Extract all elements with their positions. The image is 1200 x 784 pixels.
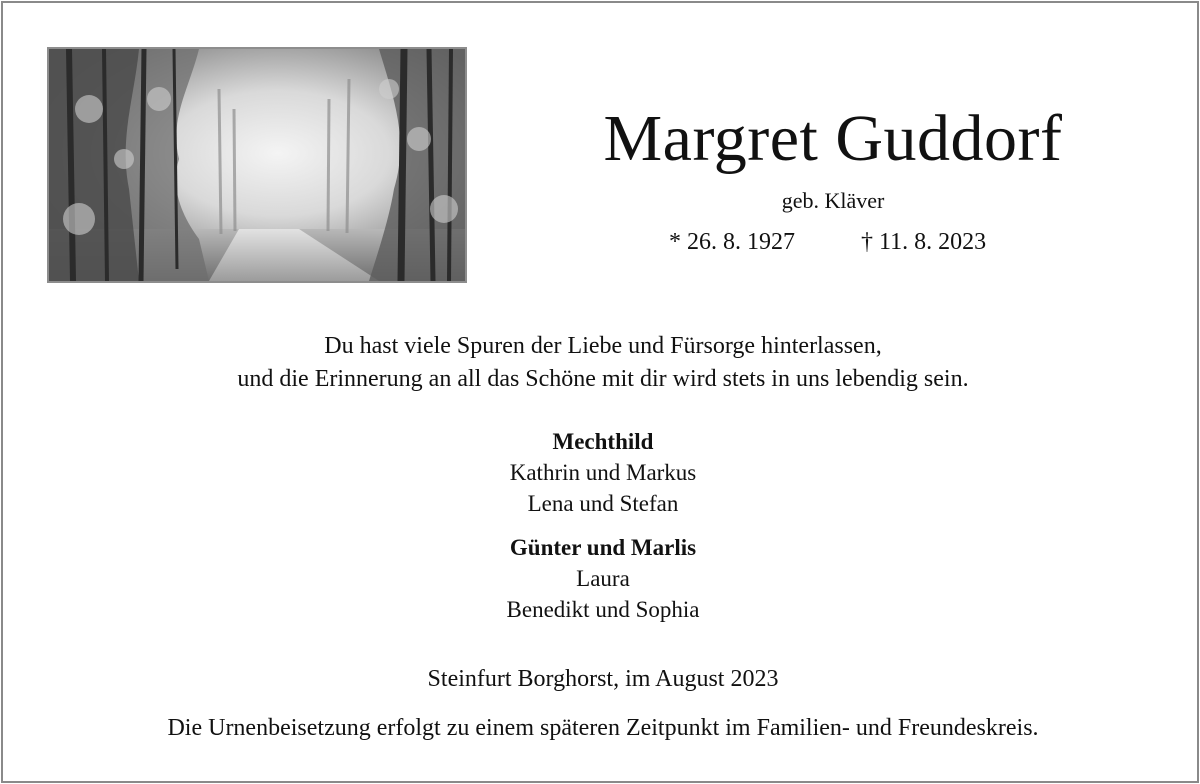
birth-date: * 26. 8. 1927 — [669, 229, 795, 255]
obituary-card — [1, 1, 1199, 783]
mourner-group-head: Günter und Marlis — [509, 535, 697, 560]
verse-line: Du hast viele Spuren der Liebe und Fürsorge hinterlassen, — [324, 333, 882, 359]
misty-forest-path-photo — [47, 47, 467, 283]
death-date: † 11. 8. 2023 — [861, 229, 987, 255]
maiden-name: geb. Kläver — [781, 188, 885, 213]
mourner-group — [303, 426, 903, 519]
mourner-group-head: Mechthild — [552, 429, 654, 454]
verse-line: und die Erinnerung an all das Schöne mit dir wird stets in uns lebendig sein. — [237, 366, 969, 392]
mourner-name: Laura — [576, 566, 630, 591]
forest-image — [49, 49, 465, 281]
burial-note: Die Urnenbeisetzung erfolgt zu einem späteren Zeitpunkt im Familien- und Freundeskreis. — [167, 715, 1039, 741]
mourner-name: Kathrin und Markus — [509, 460, 697, 485]
mourner-name: Lena und Stefan — [527, 491, 679, 516]
place-and-date: Steinfurt Borghorst, im August 2023 — [427, 666, 779, 692]
deceased-name: Margret Guddorf — [603, 102, 1063, 175]
mourner-group — [303, 532, 903, 625]
mourner-name: Benedikt und Sophia — [506, 597, 700, 622]
memorial-verse — [103, 330, 1103, 396]
